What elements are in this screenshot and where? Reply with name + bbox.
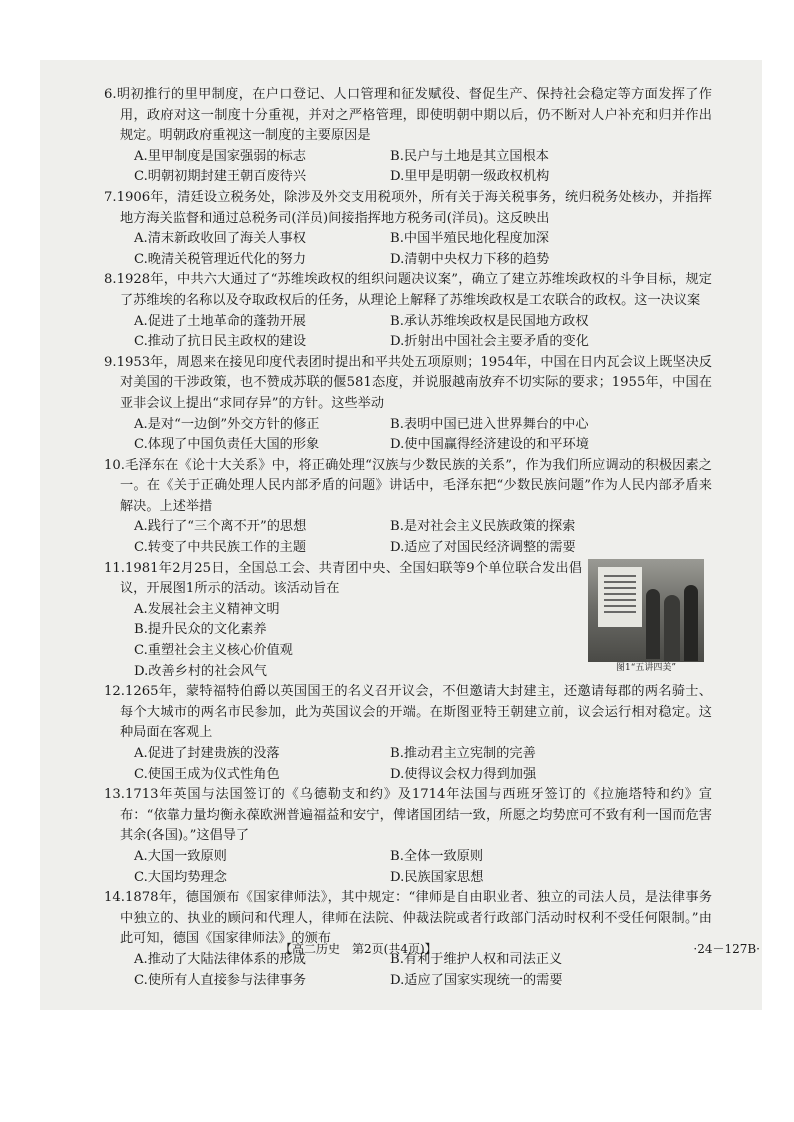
option-a: A.践行了“三个离不开”的思想 — [134, 519, 307, 535]
question-stem: 6.明初推行的里甲制度，在户口登记、人口管理和征发赋役、督促生产、保持社会稳定等方面发挥了作用，政府对这一制度十分重视，并对之严格管理，即使明朝中期以后，仍不断对人户补充和归并作出规定。明朝政府重视这一制度的主要原因是 — [104, 87, 712, 144]
question-11 — [104, 559, 712, 683]
option-d: D.清朝中央权力下移的趋势 — [390, 251, 550, 267]
option-c: C.使所有人直接参与法律事务 — [134, 972, 307, 988]
person-figure — [646, 589, 660, 659]
option-b: B.全体一致原则 — [390, 848, 484, 864]
question-stem: 14.1878年，德国颁布《国家律师法》，其中规定：“律师是自由职业者、独立的司法人员，是法律事务中独立的、执业的顾问和代理人，律师在法院、仲裁法院或者行政部门活动时权利不受任何限制。”由此可知，德国《国家律师法》的颁布 — [104, 890, 712, 947]
option-c: C.转变了中共民族工作的主题 — [134, 540, 307, 556]
option-b: B.表明中国已进入世界舞台的中心 — [390, 416, 589, 432]
option-d: D.里甲是明朝一级政权机构 — [390, 169, 550, 185]
option-d: D.民族国家思想 — [390, 869, 484, 885]
options — [104, 517, 712, 558]
option-b: B.有利于维护人权和司法正义 — [390, 951, 563, 967]
option-d: D.折射出中国社会主要矛盾的变化 — [390, 334, 589, 350]
option-a: A.是对“一边倒”外交方针的修正 — [134, 416, 320, 432]
question-7 — [104, 188, 712, 270]
option-b: B.承认苏维埃政权是民国地方政权 — [390, 313, 589, 329]
option-d: D.适应了对国民经济调整的需要 — [390, 540, 576, 556]
option-c: C.晚清关税管理近代化的努力 — [134, 251, 307, 267]
page-label: 【高二历史 第2页(共4页)】 — [280, 942, 437, 956]
person-figure — [684, 585, 698, 661]
question-stem: 7.1906年，清廷设立税务处，除涉及外交支用税项外，所有关于海关税事务，统归税务处核办，并指挥地方海关监督和通过总税务司(洋员)间接指挥地方税务司(洋员)。这反映出 — [104, 189, 712, 226]
exam-content — [104, 85, 712, 991]
question-stem: 9.1953年，周恩来在接见印度代表团时提出和平共处五项原则；1954年，中国在日内瓦会议上既坚决反对美国的干涉政策，也不赞成苏联的偃581态度，并说服越南放弃不切实际的要求；1955年，中国在亚非会议上提出“求同存异”的方针。这些举动 — [104, 354, 712, 411]
option-c: C.使国王成为仪式性角色 — [134, 766, 280, 782]
question-stem: 10.毛泽东在《论十大关系》中，将正确处理“汉族与少数民族的关系”，作为我们所应调动的积极因素之一。在《关于正确处理人民内部矛盾的问题》讲话中，毛泽东把“少数民族问题”作为人民内部矛盾来解决。上述举措 — [104, 457, 712, 514]
option-c: C.明朝初期封建王朝百废待兴 — [134, 169, 307, 185]
option-b: B.推动君主立宪制的完善 — [390, 746, 536, 761]
option-a: A.清末新政收回了海关人事权 — [134, 231, 306, 247]
question-6 — [104, 85, 712, 188]
poster-board — [598, 567, 642, 627]
option-a: A.发展社会主义精神文明 — [134, 601, 280, 617]
option-c: C.推动了抗日民主政权的建设 — [134, 334, 307, 350]
option-d: D.改善乡村的社会风气 — [134, 663, 267, 679]
question-12 — [104, 682, 712, 785]
question-8 — [104, 270, 712, 352]
question-stem: 11.1981年2月25日，全国总工会、共青团中央、全国妇联等9个单位联合发出倡议，开展图1所示的活动。该活动旨在 — [104, 560, 582, 597]
option-d: D.适应了国家实现统一的需要 — [390, 972, 563, 988]
option-a: A.推动了大陆法律体系的形成 — [134, 951, 306, 967]
options — [104, 312, 712, 353]
person-figure — [664, 595, 680, 661]
options — [104, 229, 712, 270]
question-10 — [104, 456, 712, 559]
activity-photo — [588, 559, 704, 662]
question-9 — [104, 353, 712, 456]
option-a: A.里甲制度是国家强弱的标志 — [134, 148, 306, 164]
options — [104, 415, 712, 456]
options — [104, 147, 712, 188]
option-b: B.民户与土地是其立国根本 — [390, 148, 549, 164]
options — [104, 744, 712, 785]
option-d: D.使得议会权力得到加强 — [390, 766, 537, 782]
option-c: C.重塑社会主义核心价值观 — [134, 643, 293, 659]
option-b: B.是对社会主义民族政策的探索 — [390, 519, 576, 535]
figure-1 — [588, 559, 704, 677]
option-b: B.中国半殖民地化程度加深 — [390, 231, 549, 247]
option-d: D.使中国赢得经济建设的和平环境 — [390, 437, 589, 453]
question-13 — [104, 785, 712, 888]
option-c: C.大国均势理念 — [134, 869, 227, 885]
option-a: A.促进了土地革命的蓬勃开展 — [134, 313, 306, 329]
option-b: B.提升民众的文化素养 — [134, 622, 267, 638]
question-stem: 13.1713年英国与法国签订的《乌德勒支和约》及1714年法国与西班牙签订的《拉施塔特和约》宣布：“依靠力量均衡永葆欧洲普遍福益和安宁，俾诸国团结一致，所愿之均势庶可不致有利一国而危害其余(各国)。”这倡导了 — [104, 787, 712, 844]
figure-caption: 图1“五讲四美” — [616, 662, 676, 673]
options — [104, 847, 712, 888]
option-a: A.促进了封建贵族的没落 — [134, 746, 280, 761]
page-footer — [280, 940, 760, 957]
option-c: C.体现了中国负责任大国的形象 — [134, 437, 320, 453]
question-stem: 8.1928年，中共六大通过了“苏维埃政权的组织问题决议案”，确立了建立苏维埃政权的斗争目标，规定了苏维埃的名称以及夺取政权后的任务，从理论上解释了苏维埃政权是工农联合的政权。这一决议案 — [104, 272, 712, 308]
paper-code: ·24－127B· — [693, 942, 760, 956]
question-stem: 12.1265年，蒙特福特伯爵以英国国王的名义召开议会，不但邀请大封建主，还邀请每郡的两名骑士、每个大城市的两名市民参加，此为英国议会的开端。在斯图亚特王朝建立前，议会运行相对稳定。这种局面在客观上 — [104, 684, 712, 741]
option-a: A.大国一致原则 — [134, 848, 227, 864]
